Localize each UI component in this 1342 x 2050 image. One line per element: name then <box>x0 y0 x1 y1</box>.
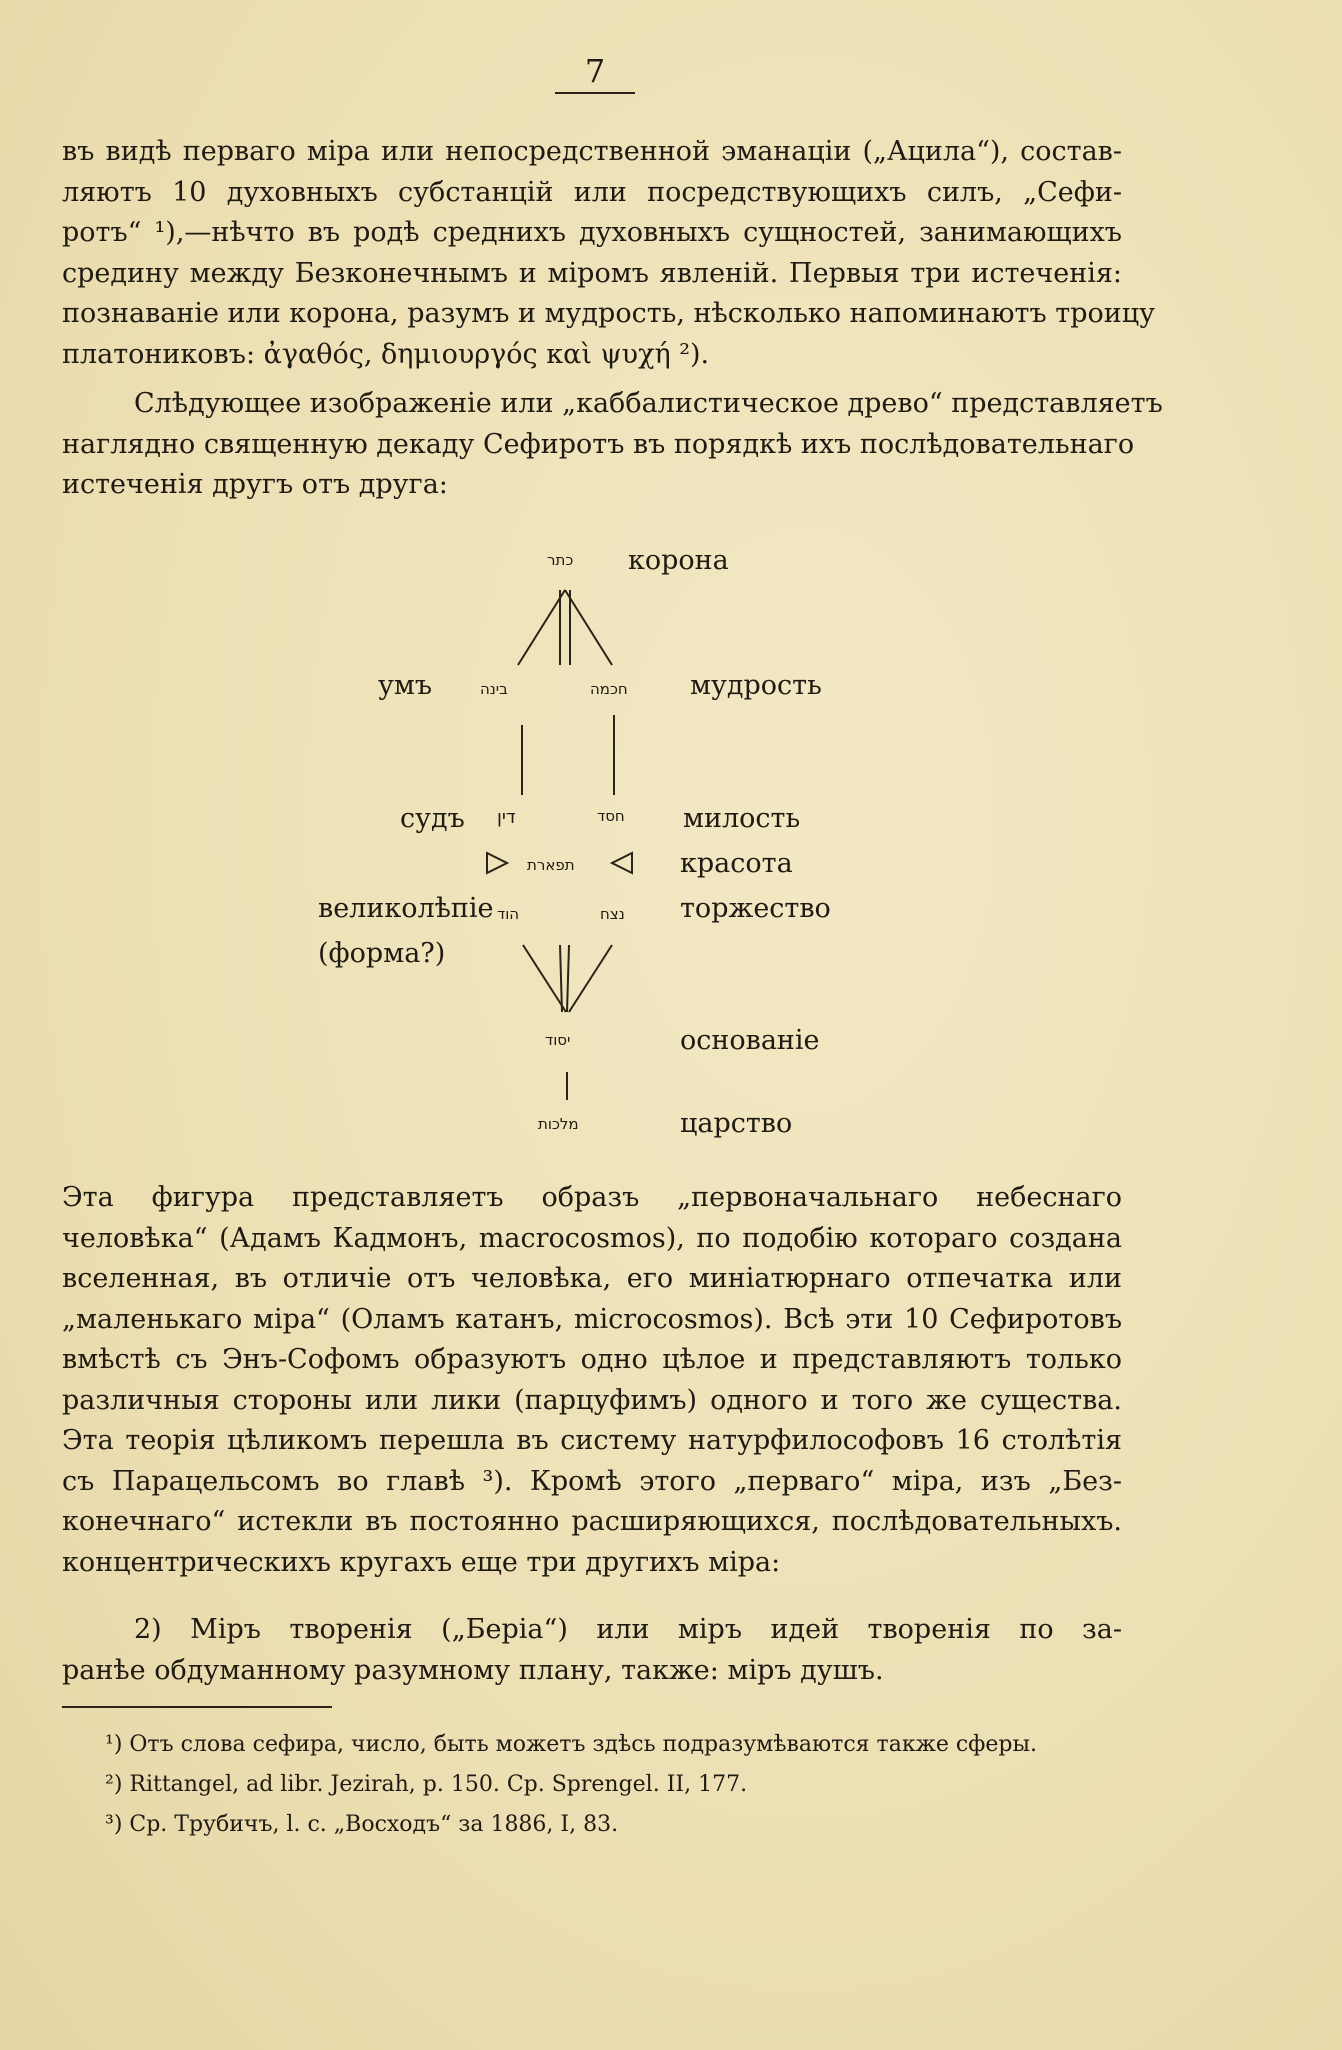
footnote-rule <box>62 1706 332 1708</box>
text-line: Эта теорія цѣликомъ перешла въ систему натурфилософовъ 16 столѣтія <box>62 1425 1122 1456</box>
text-line: въ видѣ перваго міра или непосредственной эманаціи („Ацила“), состав- <box>62 136 1122 167</box>
text-line: 2) Міръ творенія („Беріа“) или міръ идей творенія по за- <box>134 1614 1122 1645</box>
paragraph-4 <box>62 1610 1122 1691</box>
keter-hebrew: כתר <box>547 551 574 569</box>
tree-line <box>565 590 612 665</box>
paragraph-3 <box>62 1178 1122 1583</box>
page-number: 7 <box>584 52 606 90</box>
footnote-2: ²) Rittangel, ad libr. Jezirah, p. 150. Cp. Sprengel. II, 177. <box>105 1772 748 1797</box>
tree-line <box>518 590 565 665</box>
netzach-label: торжество <box>680 893 831 924</box>
hod-hebrew: הוד <box>497 905 520 923</box>
din-label: судъ <box>400 803 465 834</box>
text-line: ранѣе обдуманному разумному плану, также: міръ душъ. <box>62 1654 884 1686</box>
text-line: вмѣстѣ съ Энъ-Софомъ образуютъ одно цѣлое и представляютъ только <box>62 1344 1122 1375</box>
footnote-3: ³) Cp. Трубичъ, l. c. „Восходъ“ за 1886, I, 83. <box>105 1812 619 1837</box>
text-line: конечнаго“ истекли въ постоянно расширяющихся, послѣдовательныхъ. <box>62 1506 1122 1537</box>
keter-label: корона <box>628 545 729 576</box>
footnote-1: ¹) Отъ слова сефира, число, быть можетъ здѣсь подразумѣваются также сферы. <box>105 1732 1037 1757</box>
hod-label: великолѣпіе <box>318 893 494 924</box>
yesod-hebrew: יסוד <box>545 1031 571 1049</box>
hod-note: (форма?) <box>318 938 446 969</box>
binah-label: умъ <box>378 670 433 701</box>
tree-line <box>569 945 612 1012</box>
text-line: истеченія другъ отъ друга: <box>62 469 448 500</box>
text-line: наглядно священную декаду Сефиротъ въ порядкѣ ихъ послѣдовательнаго <box>62 428 1135 460</box>
text-line: Слѣдующее изображеніе или „каббалистическое древо“ представляетъ <box>134 388 1163 419</box>
text-line: платониковъ: ἀγαθός, δημιουργός καὶ ψυχή ²). <box>62 338 710 370</box>
text-line: человѣка“ (Адамъ Кадмонъ, macrocosmos), по подобію котораго создана <box>62 1222 1122 1254</box>
yesod-label: основаніе <box>680 1025 820 1056</box>
binah-hebrew: בינה <box>480 680 508 698</box>
netzach-hebrew: נצח <box>600 905 625 923</box>
chesed-label: милость <box>683 803 801 834</box>
text-line: познаваніе или корона, разумъ и мудрость, нѣсколько напоминаютъ троицу <box>62 298 1155 329</box>
malkhut-label: царство <box>680 1108 793 1139</box>
triangle-left-icon <box>612 853 632 873</box>
tree-line <box>567 945 569 1012</box>
chesed-hebrew: חסד <box>597 807 625 825</box>
text-line: „маленькаго міра“ (Оламъ катанъ, microcosmos). Всѣ эти 10 Сефиротовъ <box>62 1303 1122 1335</box>
text-line: вселенная, въ отличіе отъ человѣка, его миніатюрнаго отпечатка или <box>62 1263 1122 1294</box>
text-line: концентрическихъ кругахъ еще три другихъ міра: <box>62 1546 781 1578</box>
triangle-right-icon <box>487 853 507 873</box>
text-line: ляютъ 10 духовныхъ субстанцій или посредствующихъ силъ, „Сефи- <box>62 176 1122 208</box>
din-hebrew: דין <box>497 807 516 828</box>
text-line: ротъ“ ¹),—нѣчто въ родѣ среднихъ духовныхъ сущностей, занимающихъ <box>62 217 1122 248</box>
chokhmah-label: мудрость <box>690 670 822 701</box>
tiferet-hebrew: תפארת <box>527 856 575 874</box>
chokhmah-hebrew: חכמה <box>590 680 628 698</box>
text-line: Эта фигура представляетъ образъ „первоначальнаго небеснаго <box>62 1182 1122 1213</box>
text-line: средину между Безконечнымъ и міромъ явленій. Первыя три истеченія: <box>62 257 1122 289</box>
tiferet-label: красота <box>680 848 793 879</box>
text-line: съ Парацельсомъ во главѣ ³). Кромѣ этого „перваго“ міра, изъ „Без- <box>62 1465 1122 1497</box>
text-line: различныя стороны или лики (парцуфимъ) одного и того же существа. <box>62 1384 1122 1416</box>
malkhut-hebrew: מלכות <box>538 1115 579 1133</box>
